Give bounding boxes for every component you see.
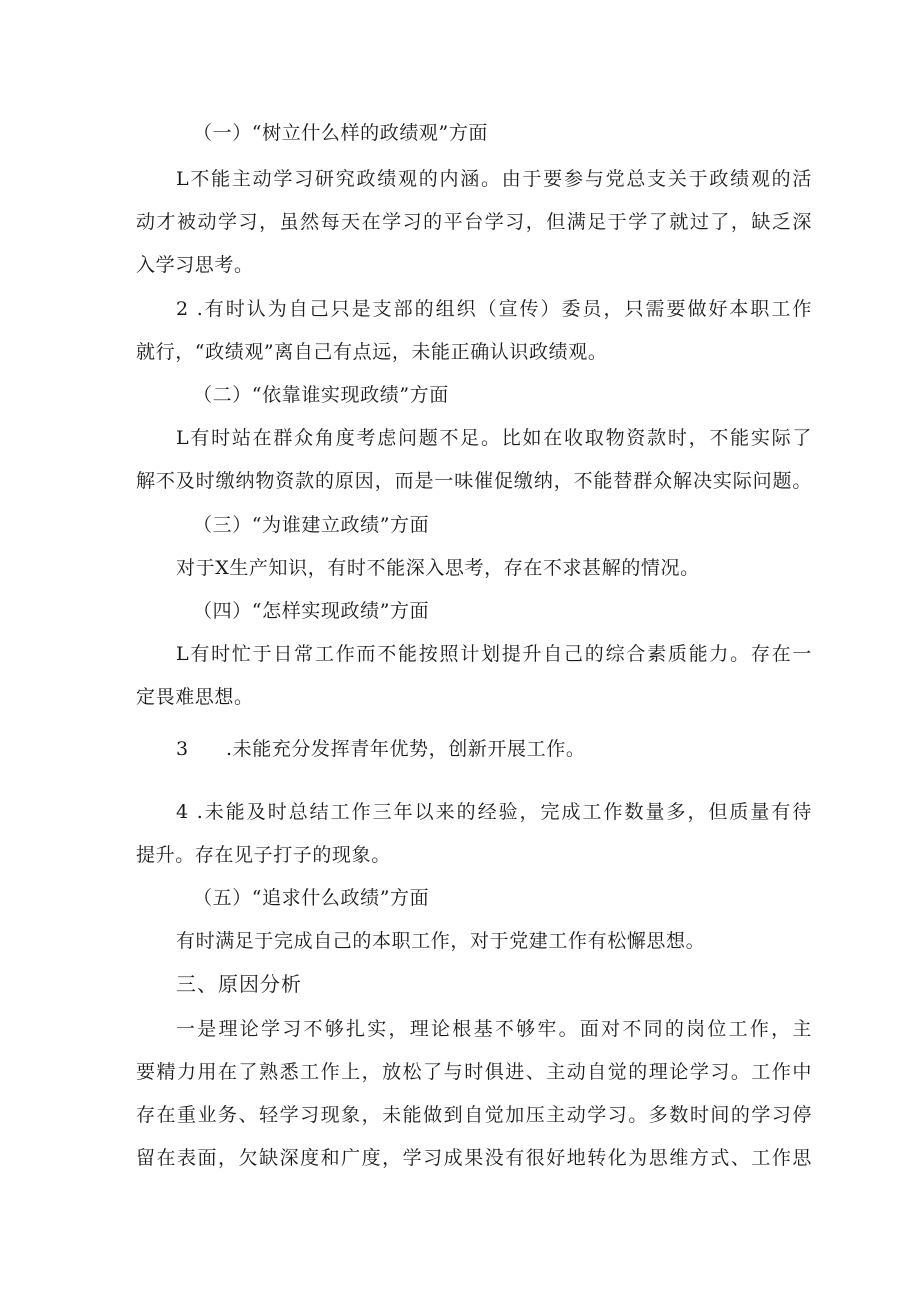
paragraph-line: 解不及时缴纳物资款的原因，而是一味催促缴纳，不能替群众解决实际问题。 <box>136 470 812 492</box>
paragraph-line: 就行，“政绩观”离自己有点远，未能正确认识政绩观。 <box>136 341 608 363</box>
paragraph-line: 2 .有时认为自己只是支部的组织（宣传）委员，只需要做好本职工作 <box>176 298 812 320</box>
paragraph-line: 对于X生产知识，有时不能深入思考，存在不求甚解的情况。 <box>176 557 700 579</box>
paragraph-line: L有时忙于日常工作而不能按照计划提升自己的综合素质能力。存在一 <box>176 643 812 665</box>
paragraph-line: 入学习思考。 <box>136 254 254 276</box>
paragraph-line: L有时站在群众角度考虑问题不足。比如在收取物资款时，不能实际了 <box>176 427 812 449</box>
subsection-heading-4: （四）“怎样实现政绩”方面 <box>193 600 430 622</box>
paragraph-line: 要精力用在了熟悉工作上，放松了与时俱进、主动自觉的理论学习。工作中 <box>136 1061 812 1083</box>
paragraph-line: 动才被动学习，虽然每天在学习的平台学习，但满足于学了就过了，缺乏深 <box>136 211 812 233</box>
paragraph-line: 一是理论学习不够扎实，理论根基不够牢。面对不同的岗位工作，主 <box>176 1018 812 1040</box>
paragraph-line: 留在表面，欠缺深度和广度，学习成果没有很好地转化为思维方式、工作思 <box>136 1147 812 1169</box>
paragraph-line: L不能主动学习研究政绩观的内涵。由于要参与党总支关于政绩观的活 <box>176 168 812 190</box>
paragraph-line: 提升。存在见子打子的现象。 <box>136 844 391 866</box>
subsection-heading-1: （一）“树立什么样的政绩观”方面 <box>193 122 489 144</box>
section-title-cause-analysis: 三、原因分析 <box>176 972 302 996</box>
paragraph-line: 4 .未能及时总结工作三年以来的经验，完成工作数量多，但质量有待 <box>176 801 812 823</box>
item-number: 3 <box>176 738 189 760</box>
subsection-heading-5: （五）“追求什么政绩”方面 <box>193 887 430 909</box>
paragraph-line: .未能充分发挥青年优势，创新开展工作。 <box>226 738 586 760</box>
paragraph-line: 存在重业务、轻学习现象，未能做到自觉加压主动学习。多数时间的学习停 <box>136 1104 812 1126</box>
subsection-heading-3: （三）“为谁建立政绩”方面 <box>193 514 430 536</box>
paragraph-line: 有时满足于完成自己的本职工作，对于党建工作有松懈思想。 <box>176 930 706 952</box>
subsection-heading-2: （二）“依靠谁实现政绩”方面 <box>193 384 449 406</box>
paragraph-line: 定畏难思想。 <box>136 686 254 708</box>
